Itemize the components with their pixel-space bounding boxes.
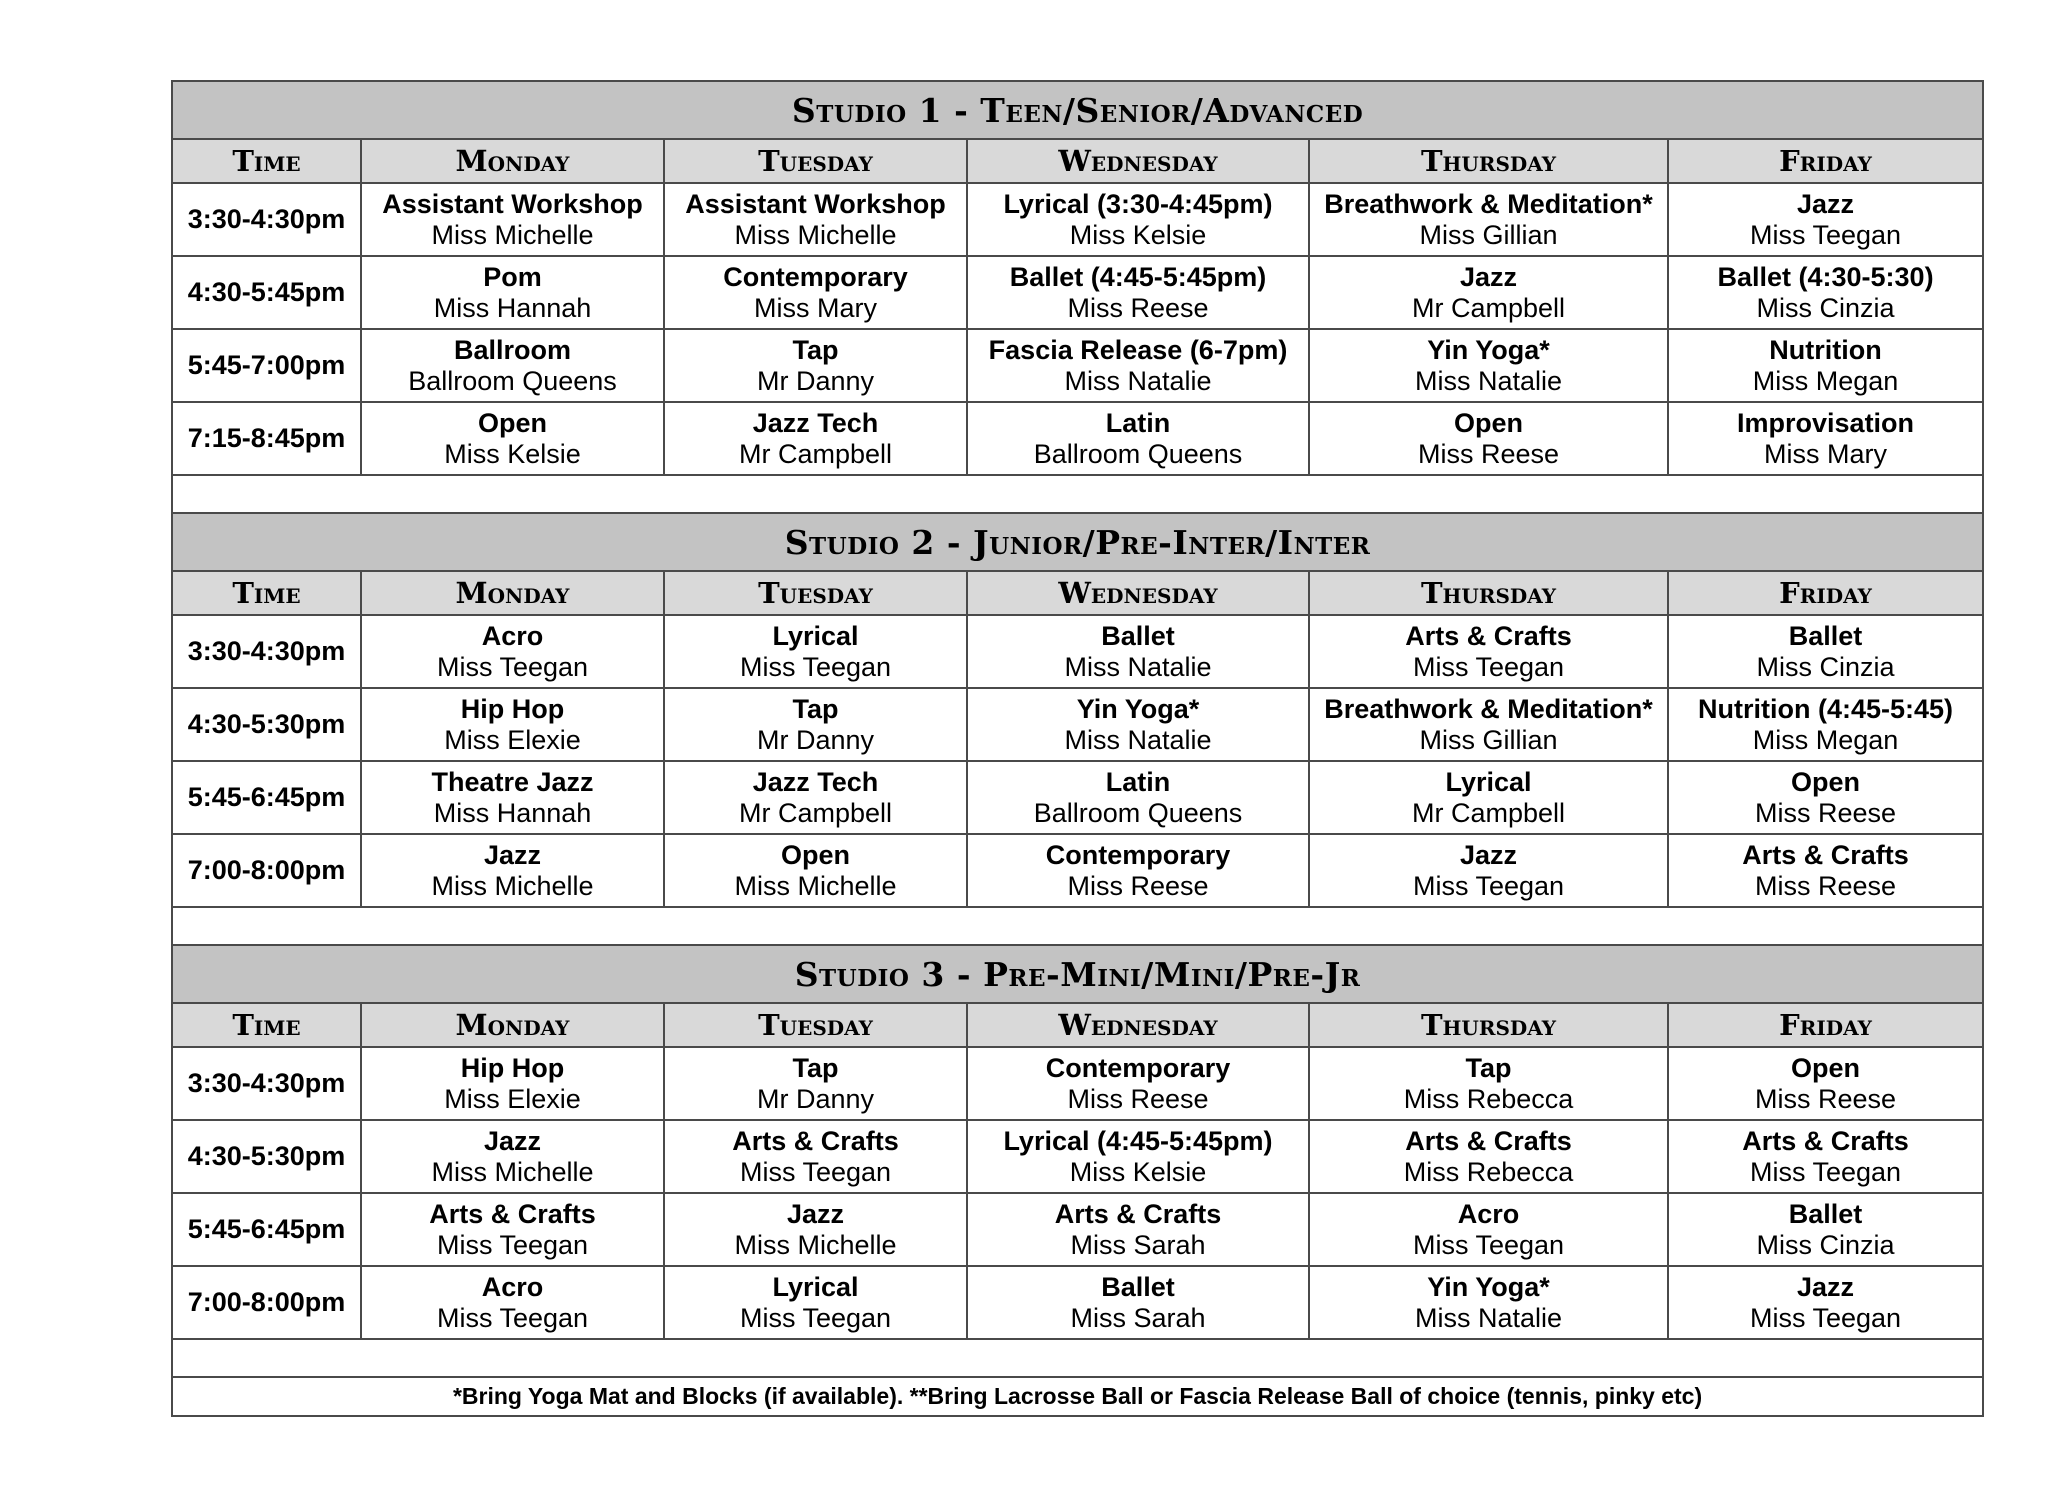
class-name: Arts & Crafts [1405,1125,1572,1156]
class-teacher: Miss Michelle [734,219,897,250]
class-teacher: Mr Campbell [738,797,893,828]
studio-title-row [172,81,1983,139]
class-cell [967,402,1309,475]
class-name: Lyrical (4:45-5:45pm) [1003,1125,1273,1156]
studio-title: Studio 2 - Junior/Pre-Inter/Inter [172,513,1983,571]
class-teacher: Miss Teegan [1749,1156,1902,1187]
day-header-monday: Monday [361,1003,664,1047]
class-teacher: Miss Teegan [436,1229,589,1260]
day-header-thursday: Thursday [1309,571,1668,615]
class-cell [1668,688,1983,761]
day-header-friday: Friday [1668,1003,1983,1047]
class-teacher: Miss Michelle [431,219,594,250]
class-teacher: Miss Hannah [433,797,592,828]
class-name: Open [1791,1052,1861,1083]
class-schedule-table [171,80,1984,1417]
class-cell [664,402,967,475]
class-cell [1309,1120,1668,1193]
class-cell [664,256,967,329]
class-cell [361,1120,664,1193]
class-cell [361,1193,664,1266]
class-teacher: Miss Reese [1067,292,1209,323]
class-cell [967,1120,1309,1193]
time-slot: 3:30-4:30pm [172,183,361,256]
class-name: Ballet [1101,1271,1175,1302]
studio-title-row [172,513,1983,571]
class-cell [361,402,664,475]
class-cell [1309,761,1668,834]
time-slot-row [172,688,1983,761]
class-teacher: Miss Megan [1752,365,1899,396]
class-name: Jazz Tech [752,407,879,438]
class-teacher: Miss Natalie [1064,651,1212,682]
class-cell [1668,256,1983,329]
class-cell [1309,256,1668,329]
class-teacher: Miss Natalie [1064,724,1212,755]
class-name: Hip Hop [460,693,565,724]
day-header-tuesday: Tuesday [664,571,967,615]
class-teacher: Mr Danny [756,365,875,396]
class-cell [967,329,1309,402]
class-teacher: Miss Mary [1764,438,1888,469]
class-name: Lyrical (3:30-4:45pm) [1003,188,1273,219]
class-teacher: Miss Teegan [1749,1302,1902,1333]
time-slot: 5:45-6:45pm [172,761,361,834]
class-name: Fascia Release (6-7pm) [988,334,1288,365]
class-cell [967,1266,1309,1339]
time-slot-row [172,761,1983,834]
schedule-body [172,81,1983,1416]
class-teacher: Miss Kelsie [1069,1156,1207,1187]
class-name: Arts & Crafts [732,1125,899,1156]
class-cell [361,761,664,834]
day-header-wednesday: Wednesday [967,139,1309,183]
class-teacher: Miss Natalie [1414,1302,1563,1333]
class-name: Yin Yoga* [1427,1271,1550,1302]
class-cell [361,1047,664,1120]
class-cell [1309,834,1668,907]
class-teacher: Miss Reese [1755,870,1897,901]
class-teacher: Miss Teegan [1412,870,1565,901]
day-header-thursday: Thursday [1309,1003,1668,1047]
class-teacher: Miss Reese [1417,438,1560,469]
class-teacher: Miss Michelle [734,1229,897,1260]
class-teacher: Miss Reese [1067,870,1209,901]
class-cell [1309,615,1668,688]
class-name: Open [1453,407,1523,438]
class-name: Open [477,407,547,438]
class-name: Improvisation [1737,407,1915,438]
class-name: Hip Hop [460,1052,565,1083]
class-cell [1668,834,1983,907]
day-header-thursday: Thursday [1309,139,1668,183]
class-teacher: Miss Cinzia [1756,292,1895,323]
spacer-cell [172,907,1983,945]
class-name: Pom [483,261,542,292]
class-cell [664,761,967,834]
class-cell [1668,1266,1983,1339]
class-teacher: Miss Teegan [436,651,589,682]
class-name: Yin Yoga* [1076,693,1200,724]
class-name: Tap [792,693,839,724]
class-teacher: Miss Teegan [739,1302,892,1333]
time-slot-row [172,329,1983,402]
day-header-tuesday: Tuesday [664,139,967,183]
time-slot: 5:45-6:45pm [172,1193,361,1266]
class-name: Arts & Crafts [1054,1198,1222,1229]
class-name: Assistant Workshop [685,188,946,219]
time-slot-row [172,256,1983,329]
class-teacher: Miss Cinzia [1756,651,1895,682]
class-teacher: Miss Reese [1755,797,1897,828]
class-name: Lyrical [1445,766,1532,797]
time-slot-row [172,615,1983,688]
time-slot-row [172,183,1983,256]
class-name: Contemporary [723,261,908,292]
class-teacher: Miss Teegan [1412,1229,1565,1260]
class-name: Open [1791,766,1861,797]
day-header-time: Time [172,1003,361,1047]
class-teacher: Miss Teegan [739,651,892,682]
class-name: Tap [792,334,839,365]
class-teacher: Miss Reese [1755,1083,1897,1114]
class-name: Acro [1457,1198,1520,1229]
class-cell [1309,329,1668,402]
class-cell [1668,183,1983,256]
class-teacher: Miss Natalie [1414,365,1563,396]
class-teacher: Ballroom Queens [408,365,617,396]
class-teacher: Miss Elexie [444,1083,581,1114]
class-name: Lyrical [772,1271,859,1302]
class-cell [967,183,1309,256]
time-slot: 4:30-5:30pm [172,1120,361,1193]
class-name: Jazz [1459,839,1518,870]
class-teacher: Miss Teegan [436,1302,589,1333]
spacer-row [172,907,1983,945]
class-name: Arts & Crafts [429,1198,596,1229]
class-cell [361,1266,664,1339]
class-cell [361,834,664,907]
time-slot-row [172,1266,1983,1339]
class-name: Ballet [1101,620,1175,651]
class-cell [1309,1266,1668,1339]
class-name: Theatre Jazz [431,766,594,797]
class-name: Jazz [1797,188,1855,219]
time-slot: 7:00-8:00pm [172,834,361,907]
class-cell [967,1047,1309,1120]
class-name: Arts & Crafts [1742,839,1909,870]
class-cell [967,834,1309,907]
class-teacher: Mr Campbell [738,438,893,469]
class-teacher: Mr Campbell [1411,797,1566,828]
class-cell [967,688,1309,761]
class-cell [1309,688,1668,761]
spacer-row [172,1339,1983,1377]
class-cell [967,1193,1309,1266]
class-cell [664,1193,967,1266]
class-name: Contemporary [1045,1052,1231,1083]
day-header-tuesday: Tuesday [664,1003,967,1047]
class-teacher: Miss Sarah [1070,1229,1206,1260]
class-name: Breathwork & Meditation* [1324,693,1653,724]
class-cell [1309,1193,1668,1266]
class-teacher: Mr Danny [756,724,875,755]
class-name: Nutrition [1769,334,1882,365]
time-slot-row [172,1193,1983,1266]
class-teacher: Miss Megan [1752,724,1899,755]
class-name: Assistant Workshop [382,188,643,219]
class-cell [1309,1047,1668,1120]
class-name: Ballet (4:30-5:30) [1717,261,1934,292]
time-slot-row [172,1120,1983,1193]
class-cell [1668,329,1983,402]
class-cell [664,1120,967,1193]
time-slot: 3:30-4:30pm [172,615,361,688]
class-teacher: Miss Michelle [431,870,594,901]
class-teacher: Miss Teegan [1749,219,1902,250]
day-header-row [172,139,1983,183]
class-name: Jazz [1797,1271,1855,1302]
class-cell [664,329,967,402]
class-teacher: Miss Elexie [444,724,581,755]
class-cell [1668,1047,1983,1120]
day-header-wednesday: Wednesday [967,1003,1309,1047]
class-cell [664,688,967,761]
class-teacher: Miss Gillian [1419,724,1558,755]
day-header-row [172,1003,1983,1047]
class-teacher: Miss Reese [1067,1083,1209,1114]
class-cell [967,761,1309,834]
time-slot: 7:15-8:45pm [172,402,361,475]
time-slot: 3:30-4:30pm [172,1047,361,1120]
class-cell [1668,615,1983,688]
class-name: Arts & Crafts [1405,620,1572,651]
time-slot-row [172,1047,1983,1120]
class-name: Lyrical [772,620,859,651]
class-cell [361,329,664,402]
class-teacher: Miss Michelle [431,1156,594,1187]
class-cell [664,1047,967,1120]
class-cell [361,183,664,256]
class-cell [1668,1120,1983,1193]
class-name: Latin [1105,407,1171,438]
class-cell [967,615,1309,688]
class-name: Ballet (4:45-5:45pm) [1009,261,1267,292]
class-teacher: Mr Campbell [1411,292,1566,323]
class-cell [1309,402,1668,475]
class-name: Ballroom [453,334,572,365]
spacer-cell [172,475,1983,513]
day-header-wednesday: Wednesday [967,571,1309,615]
class-name: Contemporary [1045,839,1231,870]
class-cell [664,834,967,907]
class-teacher: Miss Michelle [734,870,897,901]
class-name: Tap [792,1052,839,1083]
class-teacher: Miss Rebecca [1403,1083,1574,1114]
class-name: Ballet [1788,1198,1863,1229]
time-slot: 4:30-5:30pm [172,688,361,761]
class-teacher: Miss Hannah [433,292,592,323]
class-name: Jazz [483,1125,542,1156]
class-cell [1309,183,1668,256]
day-header-friday: Friday [1668,571,1983,615]
class-name: Acro [481,620,544,651]
footnote-text: *Bring Yoga Mat and Blocks (if available). **Bring Lacrosse Ball or Fascia Release Ball of choice (tennis, pinky etc) [172,1377,1983,1416]
class-name: Yin Yoga* [1427,334,1550,365]
class-teacher: Miss Natalie [1064,365,1212,396]
class-teacher: Miss Gillian [1419,219,1558,250]
class-cell [361,615,664,688]
class-teacher: Miss Cinzia [1756,1229,1895,1260]
class-teacher: Miss Teegan [1412,651,1565,682]
class-teacher: Ballroom Queens [1033,438,1243,469]
class-cell [967,256,1309,329]
day-header-row [172,571,1983,615]
class-cell [1668,761,1983,834]
class-cell [361,688,664,761]
studio-title-row [172,945,1983,1003]
class-name: Arts & Crafts [1742,1125,1909,1156]
class-name: Open [780,839,850,870]
class-teacher: Miss Kelsie [444,438,581,469]
studio-title: Studio 3 - Pre-Mini/Mini/Pre-Jr [172,945,1983,1003]
footnote-row [172,1377,1983,1416]
class-name: Jazz Tech [752,766,879,797]
day-header-friday: Friday [1668,139,1983,183]
class-name: Ballet [1788,620,1863,651]
time-slot-row [172,402,1983,475]
class-cell [1668,402,1983,475]
class-teacher: Mr Danny [756,1083,875,1114]
day-header-monday: Monday [361,139,664,183]
class-cell [664,615,967,688]
day-header-time: Time [172,139,361,183]
day-header-monday: Monday [361,571,664,615]
time-slot: 7:00-8:00pm [172,1266,361,1339]
spacer-row [172,475,1983,513]
class-name: Latin [1105,766,1171,797]
class-name: Jazz [483,839,542,870]
class-teacher: Miss Teegan [739,1156,892,1187]
class-cell [1668,1193,1983,1266]
class-cell [664,1266,967,1339]
class-name: Tap [1465,1052,1512,1083]
class-cell [664,183,967,256]
class-teacher: Miss Mary [754,292,877,323]
time-slot-row [172,834,1983,907]
class-name: Acro [481,1271,544,1302]
class-teacher: Ballroom Queens [1033,797,1243,828]
class-name: Nutrition (4:45-5:45) [1698,693,1954,724]
class-teacher: Miss Sarah [1070,1302,1206,1333]
class-teacher: Miss Kelsie [1069,219,1207,250]
studio-title: Studio 1 - Teen/Senior/Advanced [172,81,1983,139]
class-teacher: Miss Rebecca [1403,1156,1574,1187]
day-header-time: Time [172,571,361,615]
class-name: Jazz [1459,261,1518,292]
class-name: Jazz [786,1198,845,1229]
class-name: Breathwork & Meditation* [1324,188,1653,219]
class-cell [361,256,664,329]
time-slot: 5:45-7:00pm [172,329,361,402]
spacer-cell [172,1339,1983,1377]
time-slot: 4:30-5:45pm [172,256,361,329]
